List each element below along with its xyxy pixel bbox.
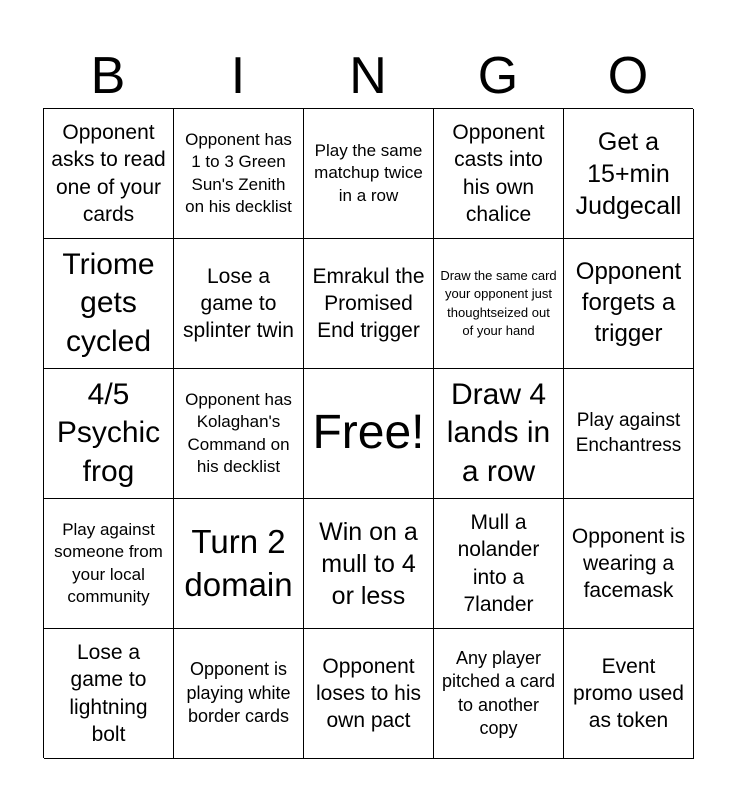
cell-text: Play the same matchup twice in a row <box>314 141 423 205</box>
cell-text: Opponent forgets a trigger <box>575 258 682 347</box>
bingo-cell[interactable] <box>304 629 434 759</box>
bingo-cell[interactable] <box>564 369 694 499</box>
cell-text: Lose a game to lightning bolt <box>69 640 148 746</box>
bingo-cell[interactable] <box>174 499 304 629</box>
cell-text: Triome gets cycled <box>62 247 155 358</box>
cell-text: Draw 4 lands in a row <box>446 377 551 488</box>
cell-text: Opponent loses to his own pact <box>315 654 422 733</box>
bingo-header <box>43 44 693 108</box>
header-letter-b: B <box>90 47 126 105</box>
cell-text: Mull a nolander into a 7lander <box>457 510 540 616</box>
cell-text: Event promo used as token <box>573 654 684 733</box>
cell-text: Opponent asks to read one of your cards <box>51 120 166 226</box>
header-letter-g: G <box>477 47 519 105</box>
bingo-cell[interactable] <box>304 499 434 629</box>
bingo-cell[interactable] <box>44 109 174 239</box>
bingo-cell[interactable] <box>174 239 304 369</box>
cell-text: Opponent has Kolaghan's Command on his decklist <box>185 390 292 476</box>
cell-text: Opponent is wearing a facemask <box>571 524 686 603</box>
bingo-cell[interactable] <box>44 499 174 629</box>
cell-text: Lose a game to splinter twin <box>183 264 294 343</box>
cell-text: Opponent is playing white border cards <box>186 659 291 727</box>
bingo-cell[interactable] <box>564 109 694 239</box>
cell-text: Emrakul the Promised End trigger <box>312 264 425 343</box>
header-letter-o: O <box>607 47 649 105</box>
cell-text: Free! <box>312 406 425 460</box>
bingo-cell[interactable] <box>304 109 434 239</box>
cell-text: Get a 15+min Judgecall <box>575 127 682 220</box>
cell-text: 4/5 Psychic frog <box>56 377 161 488</box>
bingo-cell[interactable] <box>434 109 564 239</box>
bingo-cell[interactable] <box>174 629 304 759</box>
bingo-cell[interactable] <box>44 629 174 759</box>
cell-text: Play against someone from your local community <box>54 520 163 606</box>
bingo-cell[interactable] <box>174 369 304 499</box>
cell-text: Win on a mull to 4 or less <box>319 517 418 610</box>
bingo-grid <box>43 108 693 758</box>
cell-text: Play against Enchantress <box>575 409 682 456</box>
bingo-cell[interactable] <box>304 239 434 369</box>
bingo-cell[interactable] <box>564 629 694 759</box>
bingo-cell[interactable] <box>434 499 564 629</box>
bingo-cell[interactable] <box>44 369 174 499</box>
header-letter-i: I <box>230 47 246 105</box>
bingo-cell[interactable] <box>44 239 174 369</box>
bingo-cell free-space[interactable] <box>304 369 434 499</box>
cell-text: Draw the same card your opponent just thoughtseized out of your hand <box>440 267 557 338</box>
header-letter-n: N <box>349 47 387 105</box>
cell-text: Turn 2 domain <box>184 523 293 603</box>
bingo-cell[interactable] <box>564 499 694 629</box>
bingo-cell[interactable] <box>434 369 564 499</box>
bingo-cell[interactable] <box>434 239 564 369</box>
bingo-cell[interactable] <box>564 239 694 369</box>
bingo-cell[interactable] <box>174 109 304 239</box>
cell-text: Any player pitched a card to another copy <box>441 647 556 738</box>
bingo-cell[interactable] <box>434 629 564 759</box>
cell-text: Opponent casts into his own chalice <box>452 120 545 226</box>
cell-text: Opponent has 1 to 3 Green Sun's Zenith on his decklist <box>185 130 292 216</box>
